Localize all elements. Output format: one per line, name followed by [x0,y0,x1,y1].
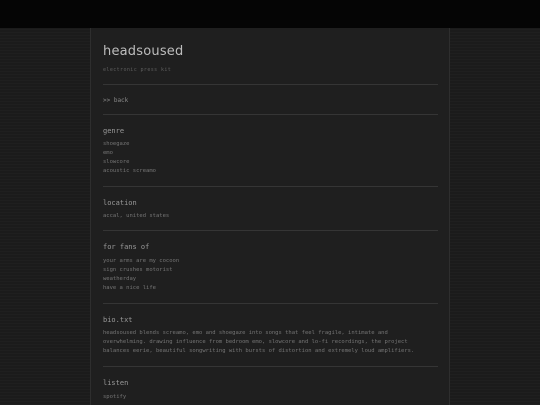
bio-heading: bio.txt [103,316,133,324]
fans-item: sign crushes motorist [103,267,173,273]
divider [103,366,438,367]
listen-heading: listen [103,379,129,387]
genre-item: slowcore [103,159,130,165]
fans-heading: for fans of [103,243,150,251]
divider [103,114,438,115]
genre-heading: genre [103,127,125,135]
genre-item: emo [103,150,113,156]
divider [103,303,438,304]
listen-link-spotify[interactable]: spotify [103,394,127,400]
bio-line: balances eerie, beautiful songwriting with bursts of distortion and extremely loud amplifiers. [103,348,415,354]
fans-item: have a nice life [103,285,156,291]
back-link[interactable]: >> back [103,97,129,104]
fans-item: weatherday [103,276,137,282]
fans-item: your arms are my cocoon [103,258,180,264]
genre-item: acoustic screamo [103,168,156,174]
divider [103,84,438,85]
top-bar [0,0,540,28]
bio-line: overwhelming. drawing influence from bedroom emo, slowcore and lo-fi recordings, the project [103,339,408,345]
press-kit-panel [90,28,450,405]
divider [103,230,438,231]
bio-line: headsoused blends screamo, emo and shoegaze into songs that feel fragile, intimate and [103,330,388,336]
page-subtitle: electronic press kit [103,67,172,73]
location-value: accal, united states [103,213,170,219]
location-heading: location [103,199,137,207]
divider [103,186,438,187]
page-title: headsoused [103,44,184,59]
genre-item: shoegaze [103,141,130,147]
